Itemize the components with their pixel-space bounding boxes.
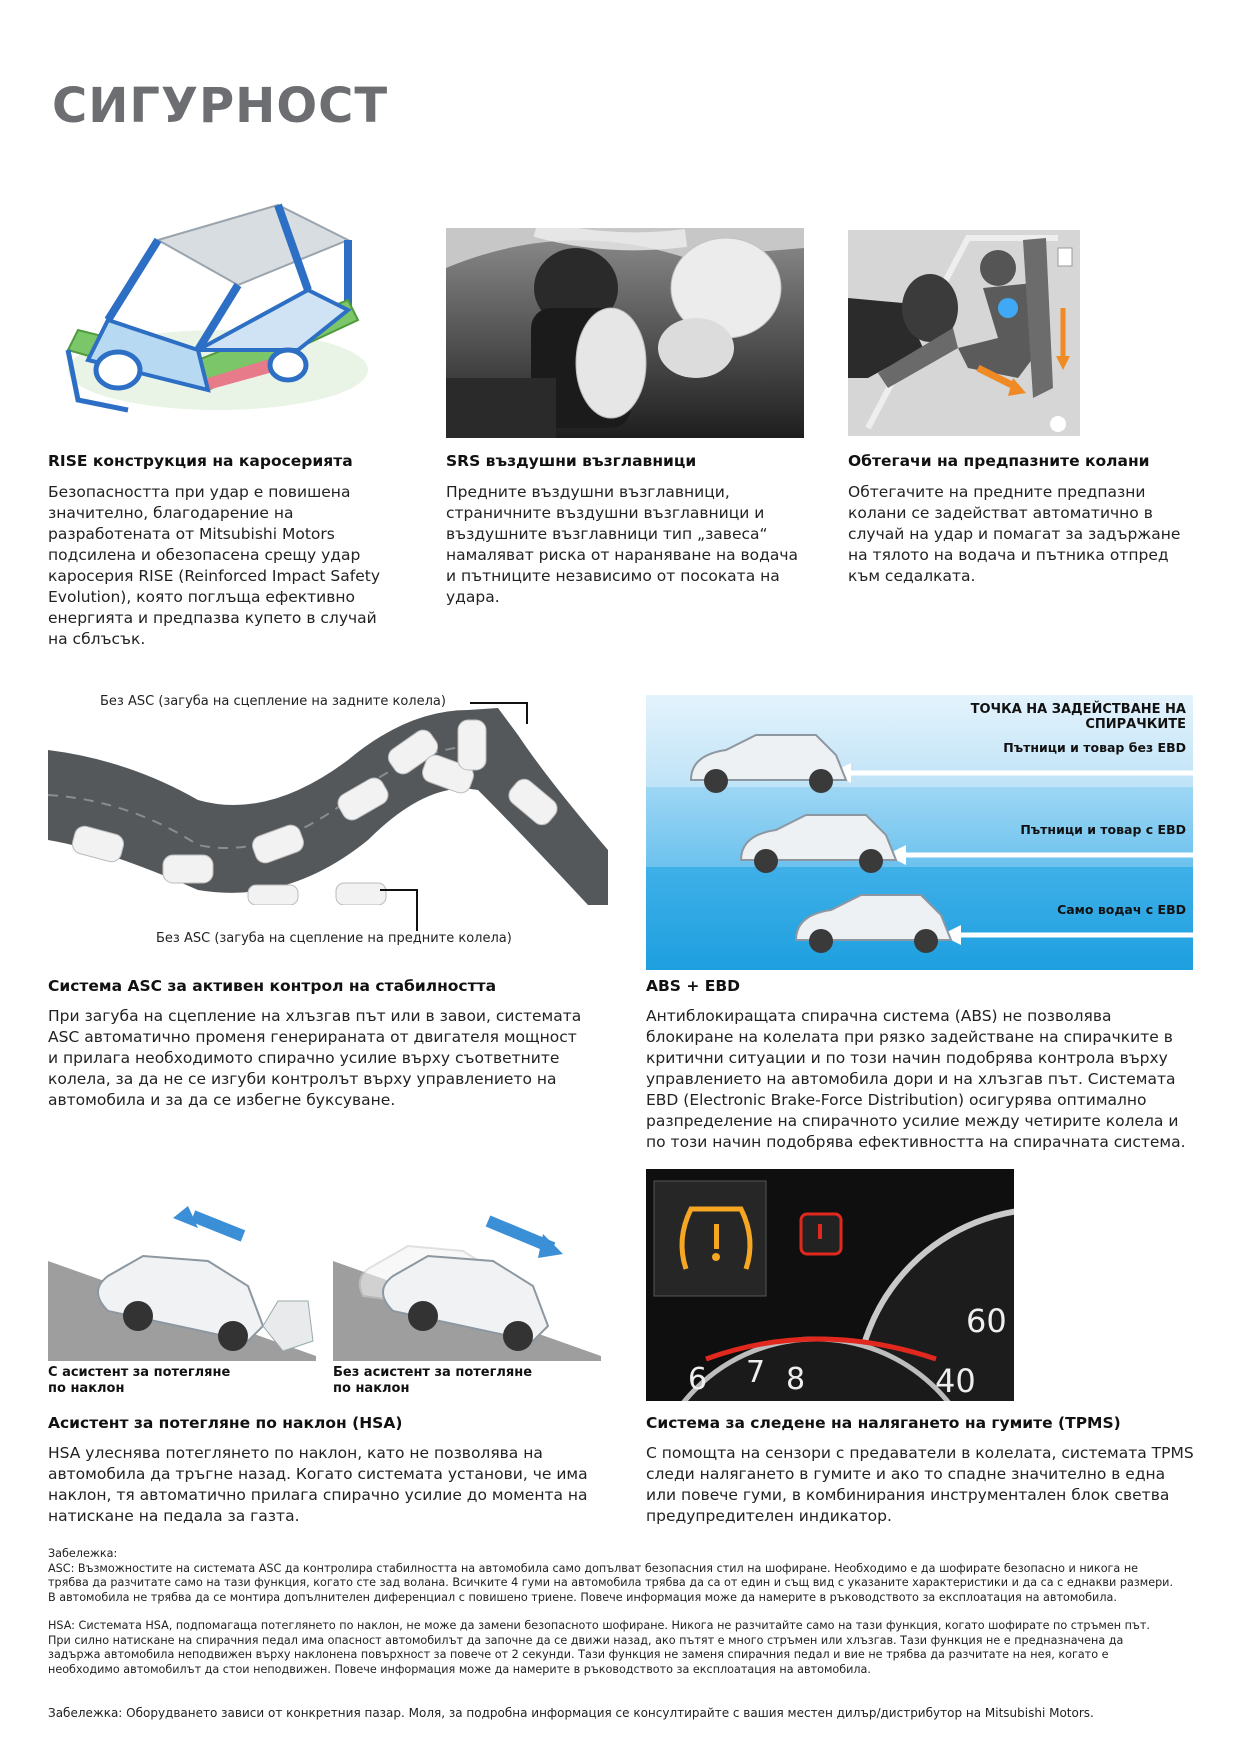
abs-row-label: Пътници и товар с EBD [1020,822,1186,837]
abs-row-label: Пътници и товар без EBD [1003,740,1186,755]
rise-heading: RISE конструкция на каросерията [48,452,353,470]
rise-text [48,482,398,650]
note-line: задържа автомобила неподвижен върху наклонена повърхност за повече от 2 секунди. Тази функция не заменя спирачния педал и вие не трябва да разчитате на нея, когато е [48,1648,1109,1661]
text-line: и пътниците независимо от посоката на [446,567,780,585]
pretensioner-diagram-image [848,228,1082,436]
asc-label-rear: Без ASC (загуба на сцепление на задните колела) [100,694,446,709]
note-line: В автомобила не трябва да се монтира допълнителен диференциал с повишено триене. Повече информация може да намерите в ръководството за експлоатация на автомобила. [48,1590,1117,1604]
text-line: С помощта на сензори с предаватели в колелата, системата TPMS [646,1444,1194,1462]
text-line: или повече гуми, в комбинирания инструментален блок светва [646,1486,1170,1504]
text-line: ASC автоматично променя генерираната от двигателя мощност [48,1028,577,1046]
text-line: колела, за да не се изгуби контролът върху управлението на [48,1070,557,1088]
notes-label: Забележка: [48,1547,118,1560]
hsa-notes-block [48,1619,1208,1677]
text-line: Антиблокиращата спирачна система (ABS) не позволява [646,1007,1112,1025]
hsa-heading: Асистент за потегляне по наклон (HSA) [48,1414,403,1432]
tpms-text [646,1443,1206,1527]
asc-heading: Система ASC за активен контрол на стабилността [48,977,497,995]
note-line: ASC: Възможностите на системата ASC да контролира стабилността на автомобила само допълват безопасния стил на шофиране. Необходимо е да шофирате безопасно и никога не [48,1561,1139,1575]
text-line: намаляват риска от нараняване на водача [446,546,799,564]
text-line: каросерия RISE (Reinforced Impact Safety [48,567,381,585]
leader-line-rear [470,702,528,724]
text-line: въздушните възглавници тип „завеса“ [446,525,768,543]
text-line: При загуба на сцепление на хлъзгав път или в завои, системата [48,1007,582,1025]
gauge-number: 7 [746,1355,766,1390]
text-line: HSA улеснява потеглянето по наклон, като не позволява на [48,1444,543,1462]
srs-airbags-image [446,228,804,438]
text-line: предупредителен индикатор. [646,1507,892,1525]
gauge-number: 8 [786,1362,806,1397]
asc-text [48,1006,588,1111]
text-line: енергията и предпазва купето в случай [48,609,377,627]
text-line: критични ситуации и по този начин подобрява контрола върху [646,1049,1168,1067]
rise-body-image [48,200,370,436]
text-line: управлението на автомобила дори и на хлъзгав път. Системата [646,1070,1176,1088]
text-line: на сблъсък. [48,630,146,648]
text-line: блокиране на колелата при рязко задействане на спирачките в [646,1028,1173,1046]
leader-line-front [380,889,418,931]
gauge-number: 60 [966,1302,1007,1340]
label-line: по наклон [48,1381,125,1396]
text-line: разпределение на спирачното усилие между четирите колела и [646,1112,1179,1130]
abs-row-label: Само водач с EBD [1057,902,1186,917]
label-line: Без асистент за потегляне [333,1365,533,1380]
pretensioners-text [848,482,1198,587]
hsa-with-image [48,1206,316,1361]
notes-block [48,1547,1208,1605]
note-line: трябва да разчитате само на тази функция, когато сте зад волана. Всичките 4 гуми на автомобила трябва да са от един и същ вид с указаните характеристики и да са с еднакви размери. [48,1576,1173,1589]
hsa-text [48,1443,588,1527]
text-line: удара. [446,588,500,606]
text-line: колани се задействат автоматично в [848,504,1153,522]
label-line: по наклон [333,1381,410,1396]
tpms-heading: Система за следене на налягането на гумите (TPMS) [646,1414,1121,1432]
hsa-label-without [333,1365,532,1397]
text-line: Предните въздушни възглавници, [446,483,730,501]
text-line: по този начин подобрява ефективността на спирачната система. [646,1133,1186,1151]
page-title: СИГУРНОСТ [52,78,389,134]
gauge-number: 6 [688,1362,708,1397]
text-line: значително, благодарение на [48,504,294,522]
srs-heading: SRS въздушни възглавници [446,452,697,470]
abs-heading: ABS + EBD [646,977,741,995]
text-line: следи налягането в гумите и ако то спадне значително в една [646,1465,1166,1483]
hsa-without-image [333,1206,601,1361]
text-line: автомобила да тръгне назад. Когато системата установи, че има [48,1465,588,1483]
label-line: С асистент за потегляне [48,1365,231,1380]
text-line: Безопасността при удар е повишена [48,483,351,501]
text-line: и прилага необходимото спирачно усилие върху съответните [48,1049,560,1067]
text-line: Evolution), която поглъща ефективно [48,588,355,606]
text-line: Обтегачите на предните предпазни [848,483,1146,501]
text-line: страничните въздушни възглавници и [446,504,765,522]
note-line: При силно натискане на спирачния педал има опасност автомобилът да започне да се движи назад, ако пътят е много стръмен или хлъзгав. Тази функция не е предназначена да [48,1633,1124,1647]
text-line: автомобила и за да се избегне буксуване. [48,1091,396,1109]
asc-label-front: Без ASC (загуба на сцепление на предните колела) [156,931,512,946]
abs-text [646,1006,1206,1153]
gauge-number: 40 [935,1362,976,1400]
text-line: наклон, тя автоматично прилага спирачно усилие до момента на [48,1486,588,1504]
text-line: към седалката. [848,567,976,585]
text-line: на тялото на водача и пътника отпред [848,546,1169,564]
text-line: натискане на педала за газта. [48,1507,300,1525]
abs-chart-title: ТОЧКА НА ЗАДЕЙСТВАНЕ НА СПИРАЧКИТЕ [970,702,1186,732]
text-line: EBD (Electronic Brake-Force Distribution) осигурява оптимално [646,1091,1147,1109]
footer-note: Забележка: Оборудването зависи от конкретния пазар. Моля, за подробна информация се консултирайте с вашия местен дилър/дистрибутор на Mitsubishi Motors. [48,1706,1094,1720]
text-line: подсилена и обезопасена срещу удар [48,546,361,564]
hsa-label-with [48,1365,230,1397]
text-line: разработената от Mitsubishi Motors [48,525,335,543]
note-line: необходимо автомобилът да стои неподвижен. Повече информация може да намерите в ръководството за експлоатация на автомобила. [48,1662,871,1676]
note-line: HSA: Системата HSA, подпомагаща потеглянето по наклон, не може да замени безопасното шофиране. Никога не разчитайте само на тази функция, когато шофирате по стръмен път. [48,1619,1150,1632]
srs-text [446,482,816,608]
pretensioners-heading: Обтегачи на предпазните колани [848,452,1150,470]
text-line: случай на удар и помагат за задържане [848,525,1181,543]
